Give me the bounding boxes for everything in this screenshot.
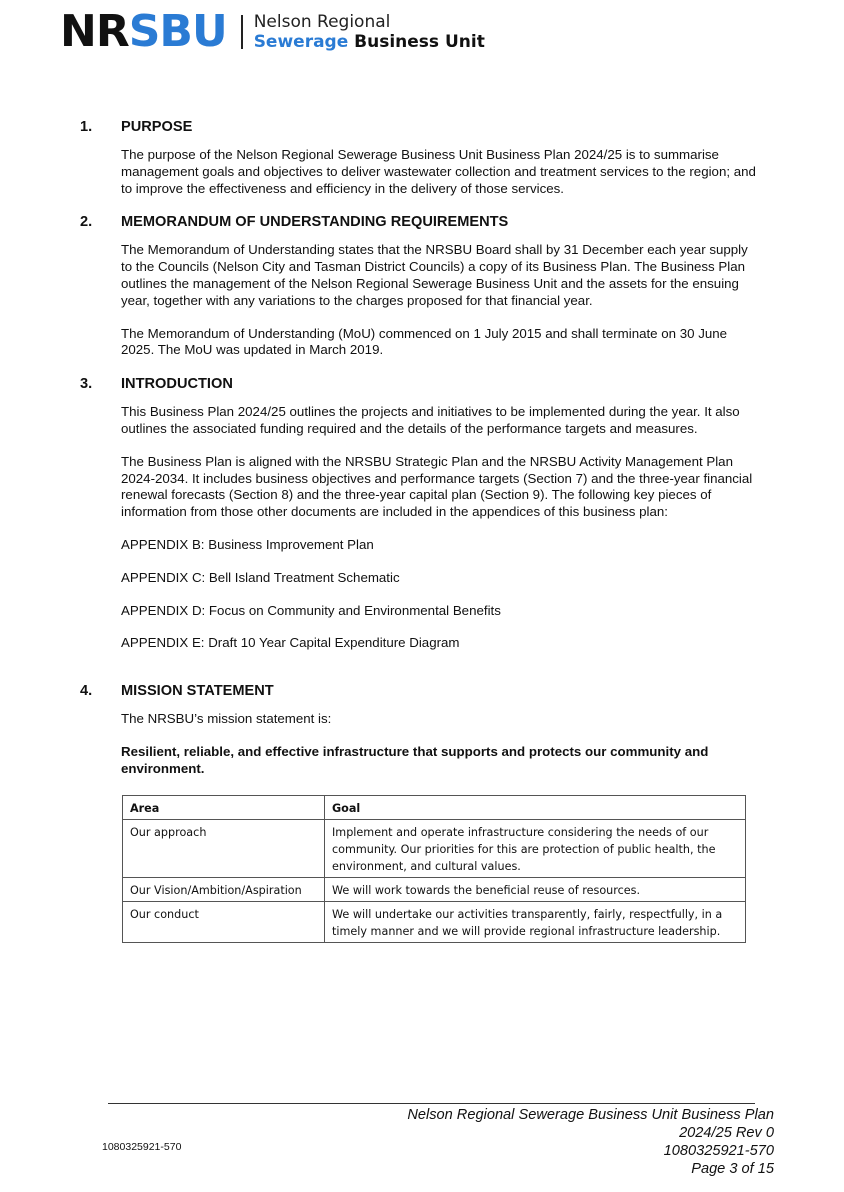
table-cell-area: Our approach bbox=[123, 819, 325, 877]
table-cell-goal: We will work towards the beneficial reuse of resources. bbox=[325, 877, 746, 901]
paragraph: The Memorandum of Understanding states that the NRSBU Board shall by 31 December each year supply to the Councils (Nelson City and Tasman District Councils) a copy of its Business Plan. The Business Plan outlines the management of the Nelson Regional Sewerage Business Unit and the assets for the ensuing year, together with any variations to the charges proposed for that financial year. bbox=[121, 242, 748, 308]
nrsbu-logo bbox=[60, 6, 485, 57]
appendix-reference: APPENDIX C: Bell Island Treatment Schematic bbox=[121, 569, 400, 585]
logo-mark-part-a: NR bbox=[60, 6, 129, 57]
table-row bbox=[123, 819, 746, 877]
logo-divider bbox=[241, 15, 243, 49]
mission-statement: Resilient, reliable, and effective infrastructure that supports and protects our community and environment. bbox=[121, 743, 709, 776]
appendix-reference: APPENDIX E: Draft 10 Year Capital Expenditure Diagram bbox=[121, 635, 460, 651]
footer-document-id: 1080325921-570 bbox=[102, 1141, 182, 1153]
section-title: INTRODUCTION bbox=[121, 376, 233, 393]
column-header-area: Area bbox=[123, 795, 325, 819]
table-cell-area: Our conduct bbox=[123, 901, 325, 942]
table-cell-goal: Implement and operate infrastructure considering the needs of our community. Our priorities for this are protection of public health, the environment, and cultural values. bbox=[325, 819, 746, 877]
table-row bbox=[123, 877, 746, 901]
logo-line-2-accent: Sewerage bbox=[253, 32, 349, 52]
document-body bbox=[80, 118, 760, 943]
section-introduction bbox=[80, 375, 760, 652]
footer-reference: 1080325921-570 bbox=[663, 1143, 774, 1159]
logo-line-2 bbox=[254, 32, 485, 52]
section-title: MEMORANDUM OF UNDERSTANDING REQUIREMENTS bbox=[121, 214, 509, 231]
goals-table bbox=[122, 795, 746, 943]
section-number: 3. bbox=[80, 376, 93, 393]
column-header-goal: Goal bbox=[325, 795, 746, 819]
paragraph: The Memorandum of Understanding (MoU) commenced on 1 July 2015 and shall terminate on 30 June 2025. The MoU was updated in March 2019. bbox=[121, 325, 728, 358]
section-mission-statement bbox=[80, 682, 760, 942]
paragraph: This Business Plan 2024/25 outlines the projects and initiatives to be implemented during the year. It also outlines the associated funding required and the details of the performance targets and measures. bbox=[121, 404, 740, 436]
footer-revision: 2024/25 Rev 0 bbox=[679, 1125, 774, 1141]
table-header-row bbox=[123, 795, 746, 819]
paragraph: The NRSBU’s mission statement is: bbox=[121, 711, 332, 727]
section-purpose bbox=[80, 118, 760, 197]
section-number: 2. bbox=[80, 214, 93, 231]
footer-document-info bbox=[274, 1106, 774, 1178]
table-row bbox=[123, 901, 746, 942]
footer-divider bbox=[108, 1103, 755, 1104]
section-heading bbox=[80, 213, 760, 231]
paragraph: The purpose of the Nelson Regional Sewerage Business Unit Business Plan 2024/25 is to summarise management goals and objectives to deliver wastewater collection and treatment services to the region; and to improve the effectiveness and efficiency in the delivery of those services. bbox=[121, 147, 756, 196]
paragraph: The Business Plan is aligned with the NRSBU Strategic Plan and the NRSBU Activity Management Plan 2024-2034. It includes business objectives and performance targets (Section 7) and the three-year financial renewal forecasts (Section 8) and the three-year capital plan (Section 9). The following key pieces of information from those other documents are included in the appendices of this business plan: bbox=[121, 453, 753, 520]
logo-wordmark bbox=[254, 12, 485, 52]
section-number: 1. bbox=[80, 119, 93, 135]
footer-plan-title: Nelson Regional Sewerage Business Unit Business Plan bbox=[407, 1107, 774, 1123]
logo-line-1: Nelson Regional bbox=[253, 12, 391, 32]
section-title: PURPOSE bbox=[121, 119, 193, 135]
section-heading bbox=[80, 682, 760, 700]
table-cell-goal: We will undertake our activities transparently, fairly, respectfully, in a timely manner and we will provide regional infrastructure leadership. bbox=[325, 901, 746, 942]
section-title: MISSION STATEMENT bbox=[121, 683, 274, 700]
appendix-reference: APPENDIX B: Business Improvement Plan bbox=[121, 536, 374, 552]
section-mou-requirements bbox=[80, 213, 760, 359]
section-number: 4. bbox=[80, 683, 93, 700]
table-cell-area: Our Vision/Ambition/Aspiration bbox=[123, 877, 325, 901]
logo-line-2-rest: Business Unit bbox=[348, 32, 485, 52]
appendix-reference: APPENDIX D: Focus on Community and Environmental Benefits bbox=[121, 602, 501, 618]
page-number: Page 3 of 15 bbox=[691, 1161, 774, 1177]
logo-mark-part-b: SBU bbox=[128, 6, 227, 57]
section-heading bbox=[80, 118, 760, 136]
logo-mark bbox=[60, 6, 227, 57]
section-heading bbox=[80, 375, 760, 393]
